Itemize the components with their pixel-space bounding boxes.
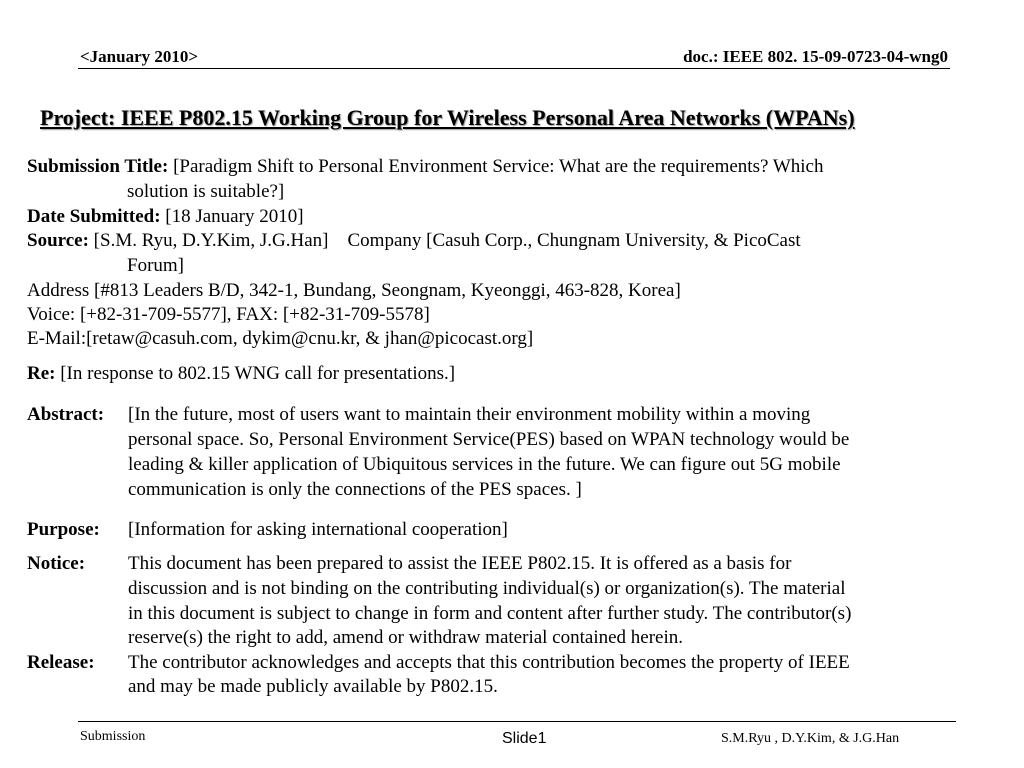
notice-label: Notice: — [27, 553, 86, 574]
re-label: Re: — [27, 363, 56, 384]
source-email: E-Mail:[retaw@casuh.com, dykim@cnu.kr, & jhan@picocast.org] — [27, 328, 534, 349]
footer-slide-number: Slide1 — [502, 730, 547, 747]
release-line-1: The contributor acknowledges and accepts that this contribution becomes the property of IEEE — [128, 652, 850, 673]
notice-line-3: in this document is subject to change in form and content after further study. The contributor(s) — [128, 603, 852, 624]
re-value: [In response to 802.15 WNG call for presentations.] — [60, 363, 456, 384]
source-value-line2: Forum] — [127, 255, 184, 276]
abstract-line-2: personal space. So, Personal Environment Service(PES) based on WPAN technology would be — [128, 429, 850, 450]
notice-line-4: reserve(s) the right to add, amend or withdraw material contained herein. — [128, 627, 684, 648]
source-label: Source: — [27, 230, 89, 251]
submission-title-value-line2: solution is suitable?] — [127, 181, 285, 202]
footer-submission: Submission — [80, 729, 146, 744]
submission-title-label: Submission Title: — [27, 156, 169, 177]
footer-rule — [78, 721, 956, 722]
re-row — [27, 363, 455, 385]
date-submitted-label: Date Submitted: — [27, 206, 161, 227]
notice-line-2: discussion and is not binding on the contributing individual(s) or organization(s). The material — [128, 578, 846, 599]
notice-line-1: This document has been prepared to assist the IEEE P802.15. It is offered as a basis for — [128, 553, 792, 574]
page-title: Project: IEEE P802.15 Working Group for Wireless Personal Area Networks (WPANs) — [40, 105, 855, 130]
header-rule — [78, 68, 950, 69]
purpose-value: [Information for asking international cooperation] — [128, 519, 508, 540]
date-submitted-value: [18 January 2010] — [165, 206, 304, 227]
footer-authors: S.M.Ryu , D.Y.Kim, & J.G.Han — [721, 731, 900, 746]
purpose-label: Purpose: — [27, 519, 100, 540]
source-voice-fax: Voice: [+82-31-709-5577], FAX: [+82-31-709-5578] — [27, 304, 430, 325]
release-line-2: and may be made publicly available by P802.15. — [128, 676, 498, 697]
source-value-line1: [S.M. Ryu, D.Y.Kim, J.G.Han] Company [Casuh Corp., Chungnam University, & PicoCast — [93, 230, 801, 251]
abstract-line-1: [In the future, most of users want to maintain their environment mobility within a moving — [128, 404, 811, 425]
abstract-line-4: communication is only the connections of the PES spaces. ] — [128, 479, 582, 500]
abstract-label: Abstract: — [27, 404, 105, 425]
date-submitted-row — [27, 206, 304, 228]
source-address: Address [#813 Leaders B/D, 342-1, Bundang, Seongnam, Kyeonggi, 463-828, Korea] — [27, 280, 681, 301]
header-date: <January 2010> — [80, 47, 199, 66]
submission-title-value-line1: [Paradigm Shift to Personal Environment Service: What are the requirements? Which — [173, 156, 824, 177]
release-label: Release: — [27, 652, 95, 673]
submission-title-row — [27, 156, 823, 178]
header-doc-id: doc.: IEEE 802. 15-09-0723-04-wng0 — [683, 47, 948, 66]
abstract-line-3: leading & killer application of Ubiquitous services in the future. We can figure out 5G mobile — [128, 454, 841, 475]
source-row — [27, 230, 801, 252]
